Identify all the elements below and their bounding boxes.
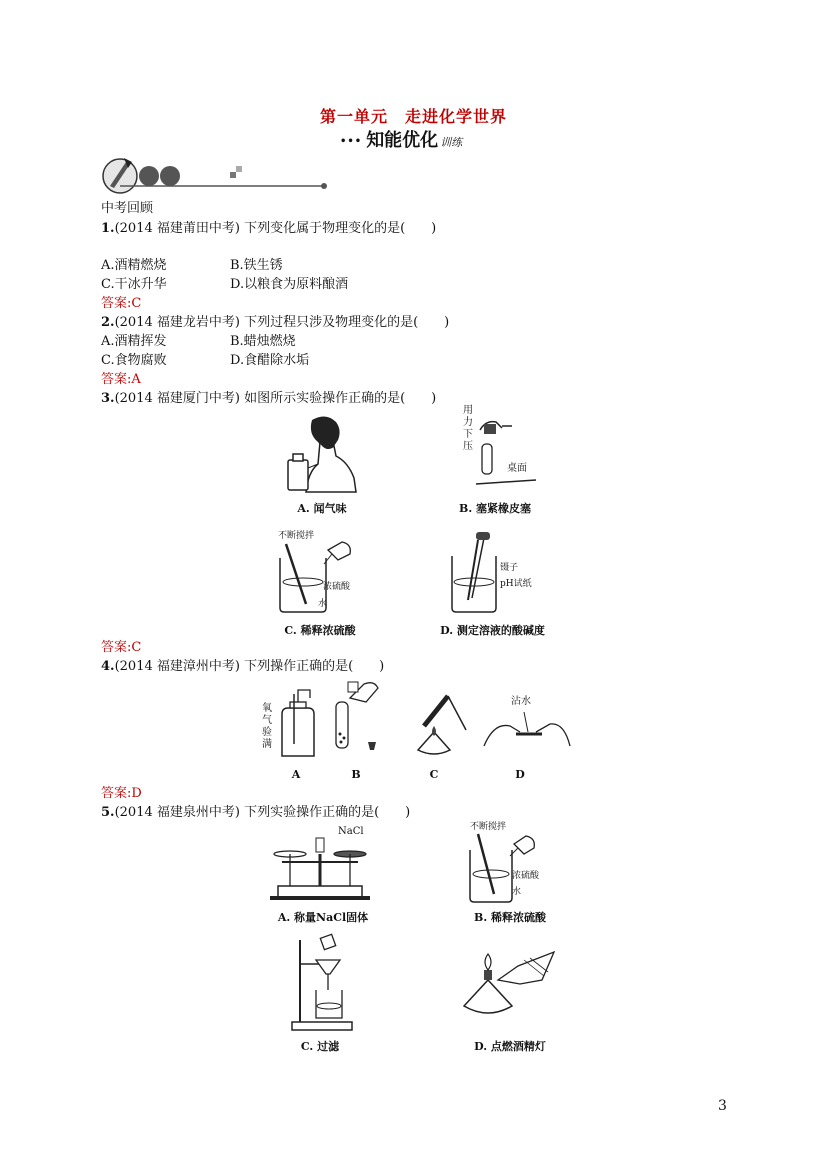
q3-caption-d: D. 测定溶液的酸碱度 [440,624,545,637]
question-3-text: (2014 福建厦门中考) 如图所示实验操作正确的是( ) [114,391,437,406]
question-1 [101,217,436,236]
q3-push-char-1: 用 [463,405,473,416]
q4-oxygen-char-1: 氧 [262,703,272,714]
q5-water-label: 水 [512,887,522,897]
question-3-number: 3. [101,391,115,406]
question-5-text: (2014 福建泉州中考) 下列实验操作正确的是( ) [114,805,411,820]
q3-stir-label: 不断搅拌 [278,531,315,541]
q3-desk-label: 桌面 [507,463,527,474]
section-banner-icon [100,152,335,196]
q4-caption-a: A [291,768,301,781]
q1-option-b: B.铁生锈 [230,258,283,273]
q3-tweezers-label: 镊子 [500,563,519,573]
q5-figure-b-beaker [462,828,546,904]
page-number: 3 [718,1098,727,1114]
q5-caption-c: C. 过滤 [300,1040,340,1053]
q4-figure-d-tube-connect [480,702,576,756]
section-subtitle [340,126,462,152]
q5-caption-b: B. 稀释浓硫酸 [474,911,546,924]
q3-caption-c: C. 稀释浓硫酸 [284,624,356,637]
q5-acid-label: 浓硫酸 [512,871,540,881]
q4-oxygen-char-3: 验 [262,727,272,738]
q2-answer [101,368,141,387]
question-2-number: 2. [101,315,115,330]
q3-push-char-3: 下 [463,429,473,440]
q1-option-c: C.干冰升华 [101,277,167,292]
section-heading: 中考回顾 [101,201,154,216]
q3-ph-paper-label: pH试纸 [500,579,532,589]
question-1-number: 1. [101,221,115,236]
question-1-text: (2014 福建莆田中考) 下列变化属于物理变化的是( ) [114,221,437,236]
q3-push-label [463,405,473,453]
q5-caption-d: D. 点燃酒精灯 [474,1040,546,1053]
q4-wet-label: 沾水 [511,696,531,707]
page-title: 第一单元 走进化学世界 [319,107,507,126]
question-2-text: (2014 福建龙岩中考) 下列过程只涉及物理变化的是( ) [114,315,450,330]
q4-answer-label: 答案: [101,786,132,801]
q5-caption-a: A. 称量NaCl固体 [277,911,369,924]
q3-acid-label: 浓硫酸 [323,582,351,592]
q1-option-a: A.酒精燃烧 [101,258,167,273]
q1-answer [101,292,141,311]
q4-figure-a-bottle [276,688,322,758]
q4-oxygen-char-4: 满 [262,739,272,750]
q3-caption-b: B. 塞紧橡皮塞 [459,502,531,515]
question-3 [101,387,436,406]
question-5 [101,801,410,820]
q1-option-d: D.以粮食为原料酿酒 [230,277,349,292]
q4-caption-d: D [515,768,525,781]
q4-caption-b: B [351,768,361,781]
q3-figure-b-stopper [476,410,546,495]
q1-answer-value: C [131,296,142,311]
q2-option-b: B.蜡烛燃烧 [230,334,296,349]
subtitle-small: 训练 [440,136,463,149]
q5-figure-c-filtration [286,934,356,1034]
q2-option-c: C.食物腐败 [101,353,167,368]
q5-nacl-label: NaCl [338,826,364,837]
subtitle-dots: ••• [340,135,363,147]
q5-figure-d-alcohol-lamp [458,950,558,1030]
q3-push-char-2: 力 [463,417,473,428]
question-4-text: (2014 福建漳州中考) 下列操作正确的是( ) [114,659,385,674]
q3-figure-a-smelling [282,412,362,492]
q2-answer-label: 答案: [101,372,132,387]
q2-option-d: D.食醋除水垢 [230,353,310,368]
q3-figure-d-ph [448,530,508,614]
q1-answer-label: 答案: [101,296,132,311]
q5-stir-label: 不断搅拌 [470,822,507,832]
question-4-number: 4. [101,659,115,674]
q4-oxygen-char-2: 气 [262,715,272,726]
q4-figure-b-test-tube [330,674,382,758]
q3-answer-value: C [131,640,142,655]
q3-water-label: 水 [318,599,328,609]
q4-answer-value: D [131,786,142,801]
q4-caption-c: C [429,768,439,781]
q3-caption-a: A. 闻气味 [297,502,347,515]
q4-oxygen-label [262,703,272,751]
q4-figure-c-heating [404,690,470,760]
question-2 [101,311,449,330]
q3-answer-label: 答案: [101,640,132,655]
subtitle-main: 知能优化 [366,130,439,151]
q5-figure-a-balance [268,834,372,900]
q4-answer [101,782,142,801]
question-5-number: 5. [101,805,115,820]
q2-answer-value: A [131,372,141,387]
q3-answer [101,636,141,655]
question-4 [101,655,384,674]
q3-push-char-4: 压 [463,441,473,452]
q2-option-a: A.酒精挥发 [101,334,167,349]
